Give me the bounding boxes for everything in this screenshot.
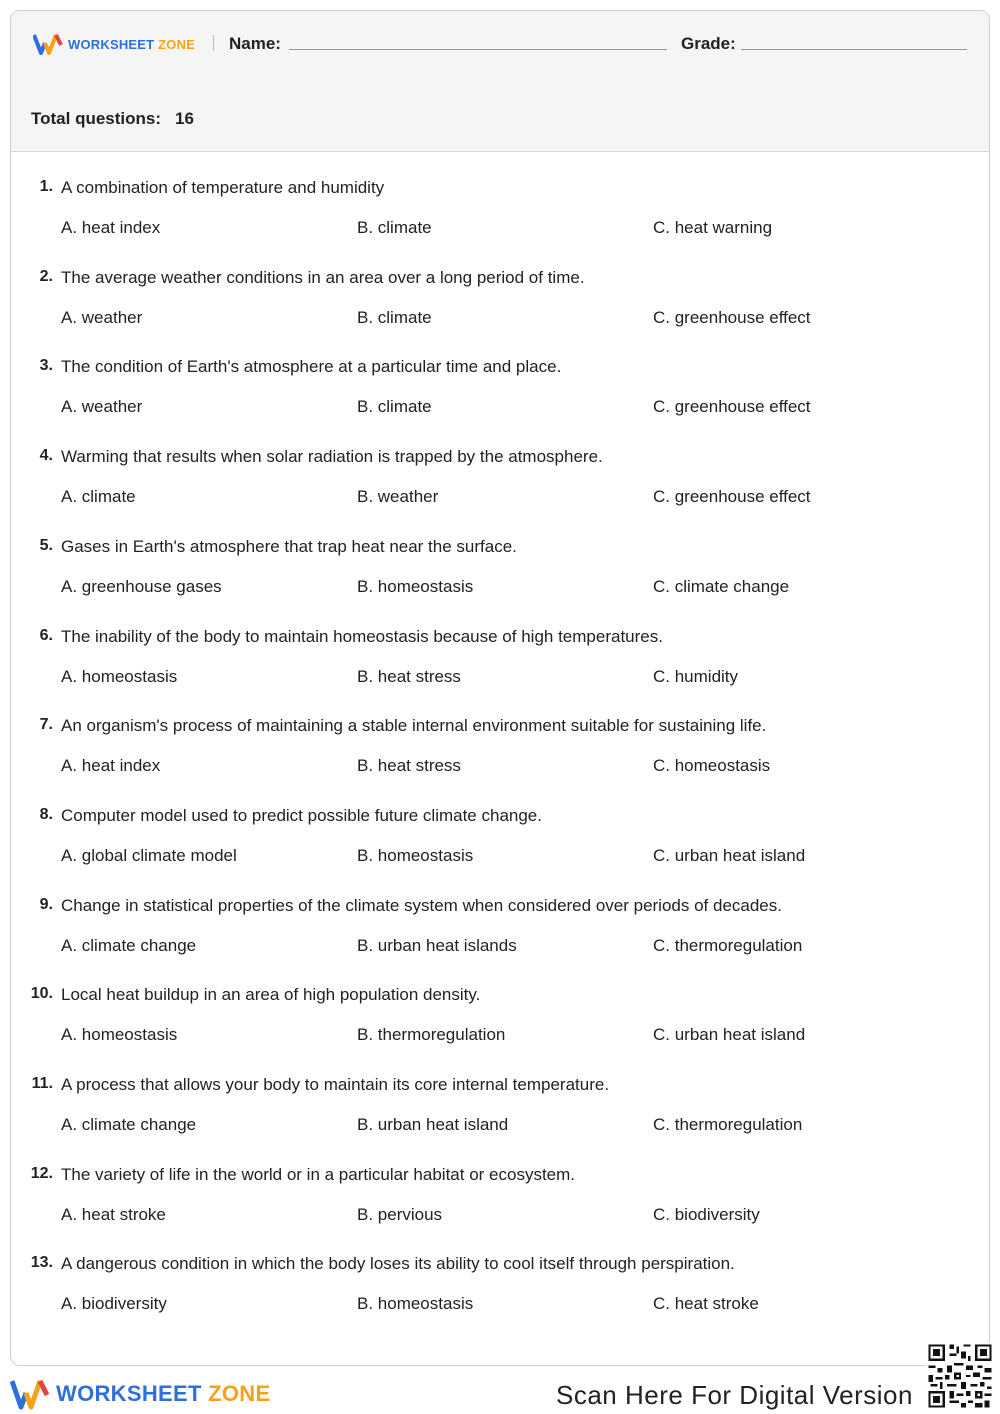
question-number: 3. [39,357,53,374]
question-text: Warming that results when solar radiation is trapped by the atmosphere. [61,447,603,466]
worksheet-page [10,10,990,1366]
question-number: 11. [31,1075,53,1092]
logo-mark-icon [33,33,63,55]
answer-option-c[interactable]: C. greenhouse effect [653,397,811,416]
footer-logo-text [56,1381,270,1407]
question-number: 5. [39,537,53,554]
qr-code-icon[interactable] [926,1342,994,1410]
total-questions-label: Total questions: [31,109,162,128]
answer-option-a[interactable]: A. greenhouse gases [61,577,222,596]
logo-text-part1: WORKSHEET [68,36,155,52]
question-number: 7. [39,716,53,733]
footer-logo [10,1378,270,1410]
question-number: 8. [39,806,53,823]
question-text: Change in statistical properties of the climate system when considered over periods of decades. [61,896,782,915]
answer-option-c[interactable]: C. heat stroke [653,1294,759,1313]
answer-option-b[interactable]: B. pervious [357,1205,443,1224]
question-text: The condition of Earth's atmosphere at a particular time and place. [61,357,562,376]
question-number: 9. [39,896,53,913]
question-text: A combination of temperature and humidity [61,178,385,197]
answer-option-b[interactable]: B. climate [357,397,432,416]
logo-text [68,37,195,52]
logo-text-part2: ZONE [158,36,196,52]
question-item [11,268,989,358]
answer-option-b[interactable]: B. climate [357,218,432,237]
question-item [11,1254,989,1344]
total-questions [31,109,194,129]
question-item [11,447,989,537]
answer-option-a[interactable]: A. biodiversity [61,1294,167,1313]
answer-option-a[interactable]: A. global climate model [61,846,237,865]
question-text: A dangerous condition in which the body loses its ability to cool itself through perspiration. [61,1254,735,1273]
answer-option-a[interactable]: A. heat index [61,756,161,775]
question-text: Gases in Earth's atmosphere that trap heat near the surface. [61,537,517,556]
answer-option-c[interactable]: C. greenhouse effect [653,487,811,506]
answer-option-c[interactable]: C. urban heat island [653,846,806,865]
answer-option-c[interactable]: C. thermoregulation [653,936,803,955]
question-item [11,716,989,806]
answer-option-b[interactable]: B. weather [357,487,439,506]
footer-logo-text-part2: ZONE [208,1381,271,1406]
grade-label: Grade: [681,34,736,53]
question-text: The variety of life in the world or in a particular habitat or ecosystem. [61,1165,576,1184]
answer-option-b[interactable]: B. heat stress [357,667,461,686]
answer-option-a[interactable]: A. homeostasis [61,667,178,686]
answer-option-b[interactable]: B. thermoregulation [357,1025,506,1044]
grade-field-line[interactable] [741,49,967,50]
question-number: 2. [39,268,53,285]
answer-option-b[interactable]: B. homeostasis [357,577,474,596]
answer-option-a[interactable]: A. homeostasis [61,1025,178,1044]
question-number: 4. [39,447,53,464]
answer-option-a[interactable]: A. heat stroke [61,1205,166,1224]
question-item [11,1075,989,1165]
answer-option-c[interactable]: C. homeostasis [653,756,771,775]
total-questions-value: 16 [175,109,194,128]
header-divider [213,35,214,51]
answer-option-c[interactable]: C. climate change [653,577,790,596]
question-item [11,178,989,268]
answer-option-b[interactable]: B. heat stress [357,756,461,775]
question-number: 13. [30,1254,53,1271]
question-item [11,806,989,896]
question-number: 6. [39,627,53,644]
answer-option-a[interactable]: A. climate [61,487,136,506]
question-item [11,985,989,1075]
scan-text: Scan Here For Digital Version [556,1380,913,1410]
question-item [11,896,989,986]
answer-option-c[interactable]: C. heat warning [653,218,773,237]
question-item [11,537,989,627]
question-item [11,627,989,717]
worksheet-header [11,11,989,152]
answer-option-a[interactable]: A. weather [61,397,143,416]
answer-option-a[interactable]: A. heat index [61,218,161,237]
footer-logo-text-part1: WORKSHEET [56,1381,202,1406]
answer-option-b[interactable]: B. homeostasis [357,1294,474,1313]
answer-option-c[interactable]: C. biodiversity [653,1205,760,1224]
question-number: 10. [30,985,53,1002]
answer-option-c[interactable]: C. urban heat island [653,1025,806,1044]
answer-option-a[interactable]: A. climate change [61,1115,197,1134]
answer-option-b[interactable]: B. urban heat islands [357,936,517,955]
answer-option-a[interactable]: A. climate change [61,936,197,955]
question-text: Computer model used to predict possible future climate change. [61,806,542,825]
answer-option-b[interactable]: B. climate [357,308,432,327]
worksheet-zone-logo [33,33,195,55]
answer-option-a[interactable]: A. weather [61,308,143,327]
question-number: 1. [39,178,53,195]
answer-option-b[interactable]: B. urban heat island [357,1115,509,1134]
question-number: 12. [30,1165,53,1182]
question-text: The inability of the body to maintain homeostasis because of high temperatures. [61,627,663,646]
question-item [11,357,989,447]
question-text: A process that allows your body to maintain its core internal temperature. [61,1075,610,1094]
question-text: An organism's process of maintaining a stable internal environment suitable for sustaining life. [61,716,767,735]
question-item [11,1165,989,1255]
answer-option-c[interactable]: C. thermoregulation [653,1115,803,1134]
name-field-line[interactable] [289,49,667,50]
answer-option-c[interactable]: C. greenhouse effect [653,308,811,327]
answer-option-c[interactable]: C. humidity [653,667,739,686]
footer-logo-mark-icon [10,1378,50,1410]
name-label: Name: [229,34,281,53]
question-text: The average weather conditions in an area over a long period of time. [61,268,585,287]
question-text: Local heat buildup in an area of high population density. [61,985,481,1004]
answer-option-b[interactable]: B. homeostasis [357,846,474,865]
